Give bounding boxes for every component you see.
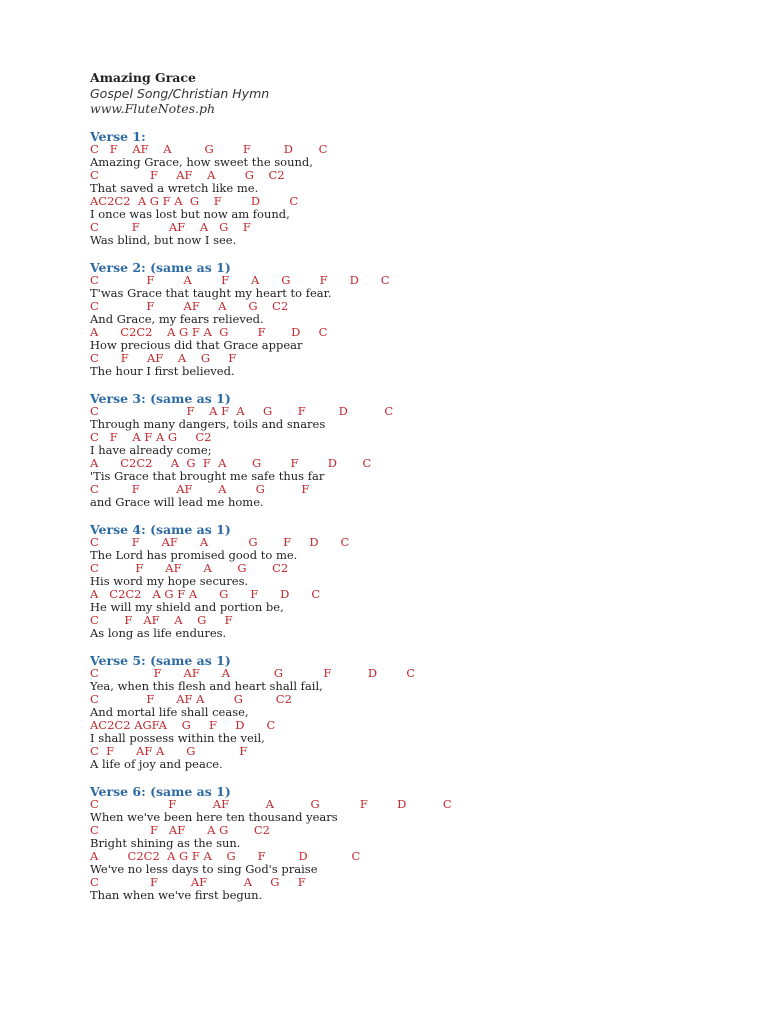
note-line: A C2C2 A G F A G F D C <box>90 456 372 470</box>
note-line: C F AF A G F <box>90 482 310 496</box>
lyric-line: I have already come; <box>90 443 212 457</box>
note-line: C F AF A G F <box>90 744 248 758</box>
lyric-line: As long as life endures. <box>90 626 227 640</box>
verse-title: Verse 3: (same as 1) <box>90 391 231 406</box>
lyric-line: A life of joy and peace. <box>90 757 223 771</box>
note-line: C F AF A G F D C <box>90 797 452 811</box>
song-subtitle: Gospel Song/Christian Hymn <box>90 86 270 101</box>
lyric-line: Bright shining as the sun. <box>90 836 241 850</box>
note-line: C F AF A G F <box>90 351 237 365</box>
song-sheet <box>90 70 730 902</box>
lyric-line: Yea, when this flesh and heart shall fail, <box>90 679 323 693</box>
lyric-line: When we've been here ten thousand years <box>90 810 338 824</box>
note-line: C F A F A G F D C <box>90 273 390 287</box>
lyric-line: The Lord has promised good to me. <box>90 548 298 562</box>
note-line: A C2C2 A G F A G F D C <box>90 325 328 339</box>
note-line: C F AF A G F <box>90 220 251 234</box>
lyric-line: How precious did that Grace appear <box>90 338 303 352</box>
verse-title: Verse 2: (same as 1) <box>90 260 231 275</box>
note-line: AC2C2 AGFA G F D C <box>90 718 276 732</box>
note-line: C F A F A G C2 <box>90 430 212 444</box>
lyric-line: 'Tis Grace that brought me safe thus far <box>90 469 325 483</box>
lyric-line: And mortal life shall cease, <box>90 705 249 719</box>
website-label: www.FluteNotes.ph <box>90 101 216 116</box>
note-line: C F AF A G C2 <box>90 692 292 706</box>
lyric-line: I once was lost but now am found, <box>90 207 290 221</box>
verse-section <box>90 130 730 247</box>
note-line: C F AF A G F D C <box>90 535 350 549</box>
lyric-line: T'was Grace that taught my heart to fear. <box>90 286 332 300</box>
lyric-line: That saved a wretch like me. <box>90 181 259 195</box>
lyric-line: and Grace will lead me home. <box>90 495 264 509</box>
note-line: C F A F A G F D C <box>90 404 394 418</box>
note-line: C F AF A G C2 <box>90 561 289 575</box>
note-line: C F AF A G C2 <box>90 823 270 837</box>
lyric-line: Was blind, but now I see. <box>90 233 237 247</box>
note-line: C F AF A G F D C <box>90 142 328 156</box>
verse-title: Verse 5: (same as 1) <box>90 653 231 668</box>
song-title: Amazing Grace <box>90 70 196 85</box>
verse-section <box>90 654 730 771</box>
verses-container <box>90 130 730 902</box>
lyric-line: We've no less days to sing God's praise <box>90 862 318 876</box>
lyric-line: And Grace, my fears relieved. <box>90 312 264 326</box>
note-line: A C2C2 A G F A G F D C <box>90 849 361 863</box>
note-line: C F AF A G C2 <box>90 299 289 313</box>
verse-section <box>90 392 730 509</box>
verse-section <box>90 261 730 378</box>
lyric-line: Than when we've first begun. <box>90 888 263 902</box>
lyric-line: The hour I first believed. <box>90 364 235 378</box>
verse-section <box>90 523 730 640</box>
lyric-line: His word my hope secures. <box>90 574 249 588</box>
verse-title: Verse 6: (same as 1) <box>90 784 231 799</box>
verse-title: Verse 1: <box>90 129 146 144</box>
verse-section <box>90 785 730 902</box>
lyric-line: I shall possess within the veil, <box>90 731 265 745</box>
note-line: C F AF A G F <box>90 613 233 627</box>
note-line: C F AF A G F D C <box>90 666 416 680</box>
note-line: C F AF A G C2 <box>90 168 285 182</box>
note-line: AC2C2 A G F A G F D C <box>90 194 299 208</box>
note-line: A C2C2 A G F A G F D C <box>90 587 321 601</box>
lyric-line: He will my shield and portion be, <box>90 600 284 614</box>
note-line: C F AF A G F <box>90 875 306 889</box>
lyric-line: Amazing Grace, how sweet the sound, <box>90 155 313 169</box>
verse-title: Verse 4: (same as 1) <box>90 522 231 537</box>
lyric-line: Through many dangers, toils and snares <box>90 417 326 431</box>
